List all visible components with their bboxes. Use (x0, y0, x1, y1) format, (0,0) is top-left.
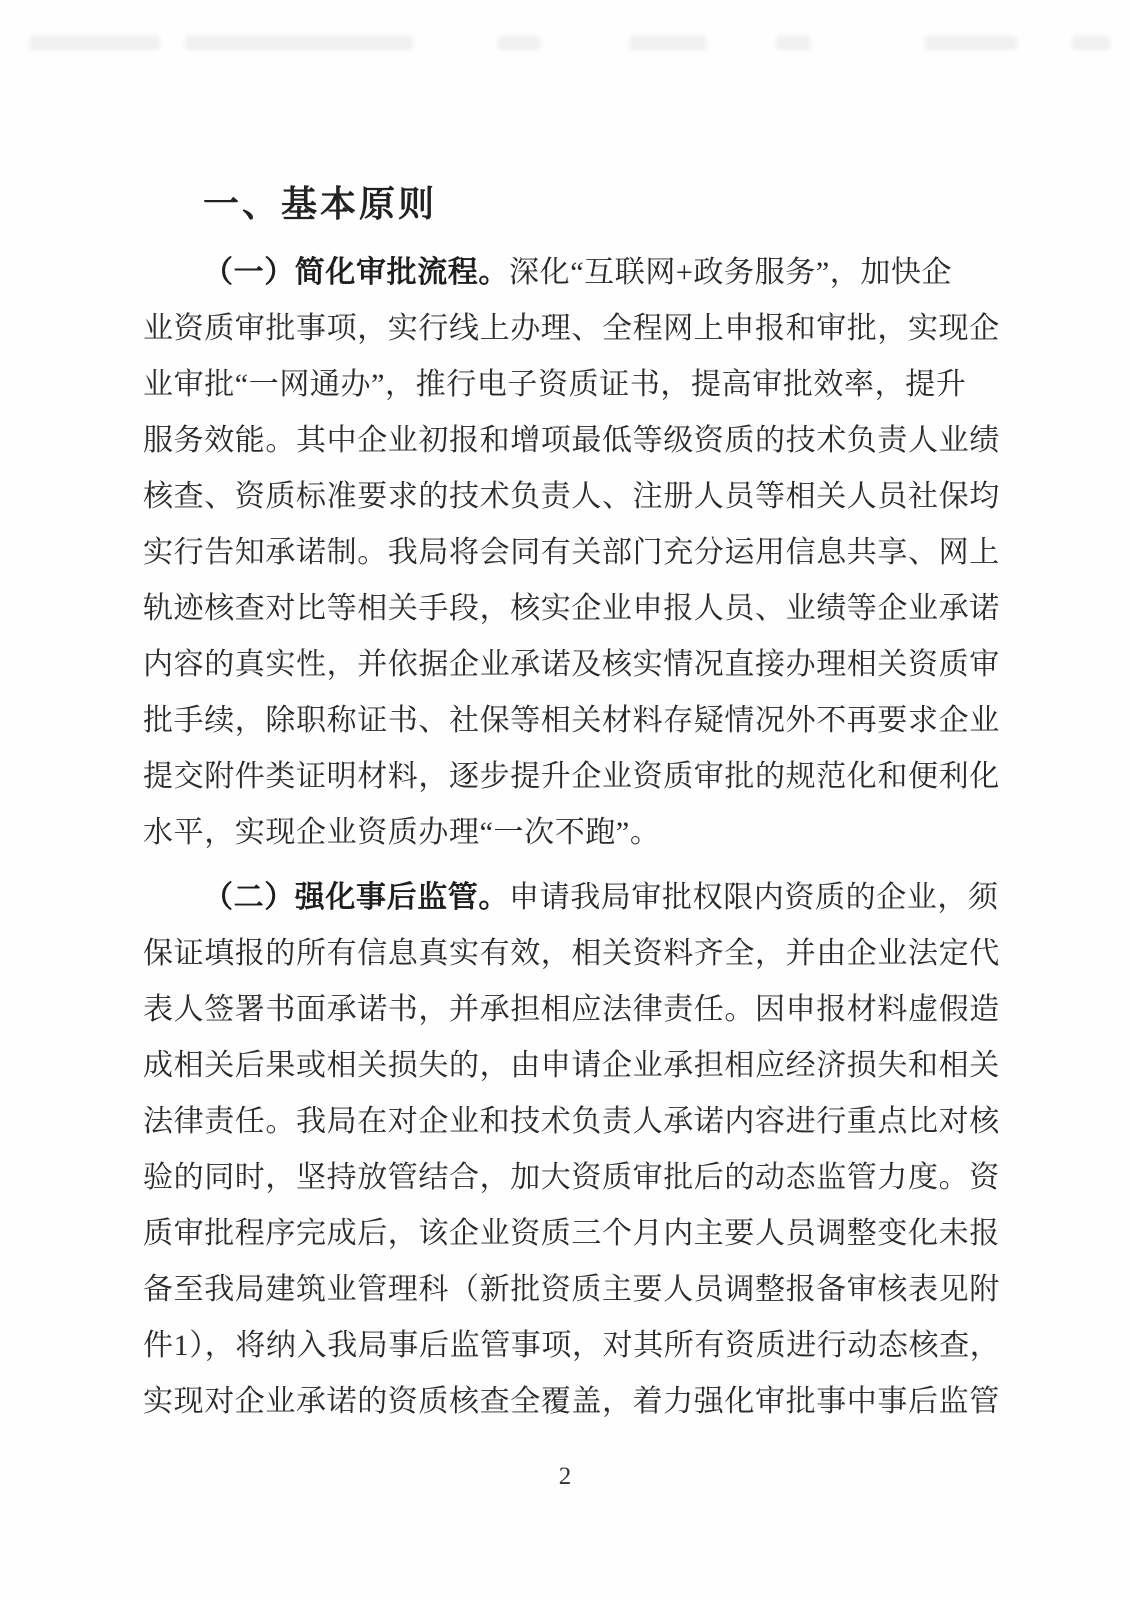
paragraph-first-line (143, 870, 999, 926)
paragraph-line: 实行告知承诺制。我局将会同有关部门充分运用信息共享、网上 (143, 536, 1000, 569)
paragraph-line: 实现对企业承诺的资质核查全覆盖，着力强化审批事中事后监管 (143, 1385, 1000, 1418)
paragraph-line: 件1），将纳入我局事后监管事项，对其所有资质进行动态核查， (143, 1329, 1001, 1362)
paragraph-line: 表人签署书面承诺书，并承担相应法律责任。因申报材料虚假造 (143, 993, 1000, 1026)
paragraph (143, 870, 1001, 1430)
paragraph-line: 业审批“一网通办”，推行电子资质证书，提高审批效率，提升 (143, 368, 967, 401)
paragraph-line: 保证填报的所有信息真实有效，相关资料齐全，并由企业法定代 (143, 937, 1000, 970)
paragraph-lead: （二）强化事后监管。 (203, 881, 509, 914)
paragraph-lead-rest: 深化“互联网+政务服务”，加快企 (509, 256, 953, 289)
paragraph-line: 水平，实现企业资质办理“一次不跑”。 (143, 816, 661, 849)
document-paragraphs (143, 245, 1001, 1430)
paragraph (143, 245, 1000, 861)
paragraph-line: 业资质审批事项，实行线上办理、全程网上申报和审批，实现企 (143, 312, 1000, 345)
paragraph-line: 核查、资质标准要求的技术负责人、注册人员等相关人员社保均 (143, 480, 1000, 513)
paragraph-line: 轨迹核查对比等相关手段，核实企业申报人员、业绩等企业承诺 (143, 592, 1000, 625)
paragraph-line: 服务效能。其中企业初报和增项最低等级资质的技术负责人业绩 (143, 424, 1000, 457)
paragraph-line: 质审批程序完成后，该企业资质三个月内主要人员调整变化未报 (143, 1217, 1000, 1250)
paragraph-lead-rest: 申请我局审批权限内资质的企业，须 (509, 881, 999, 914)
document-page (143, 180, 1001, 1430)
paragraph-line: 内容的真实性，并依据企业承诺及核实情况直接办理相关资质审 (143, 648, 1000, 681)
page-number: 2 (558, 1463, 572, 1490)
paragraph-first-line (143, 245, 993, 301)
paragraph-line: 备至我局建筑业管理科（新批资质主要人员调整报备审核表见附 (143, 1273, 1000, 1306)
scan-bleed-artifact (30, 30, 1110, 56)
paragraph-line: 提交附件类证明材料，逐步提升企业资质审批的规范化和便利化 (143, 760, 1000, 793)
paragraph-lead: （一）简化审批流程。 (203, 256, 509, 289)
section-heading: 一、基本原则 (203, 183, 438, 224)
paragraph-line: 法律责任。我局在对企业和技术负责人承诺内容进行重点比对核 (143, 1105, 1000, 1138)
paragraph-line: 成相关后果或相关损失的，由申请企业承担相应经济损失和相关 (143, 1049, 1000, 1082)
paragraph-line: 验的同时，坚持放管结合，加大资质审批后的动态监管力度。资 (143, 1161, 1000, 1194)
paragraph-line: 批手续，除职称证书、社保等相关材料存疑情况外不再要求企业 (143, 704, 1000, 737)
